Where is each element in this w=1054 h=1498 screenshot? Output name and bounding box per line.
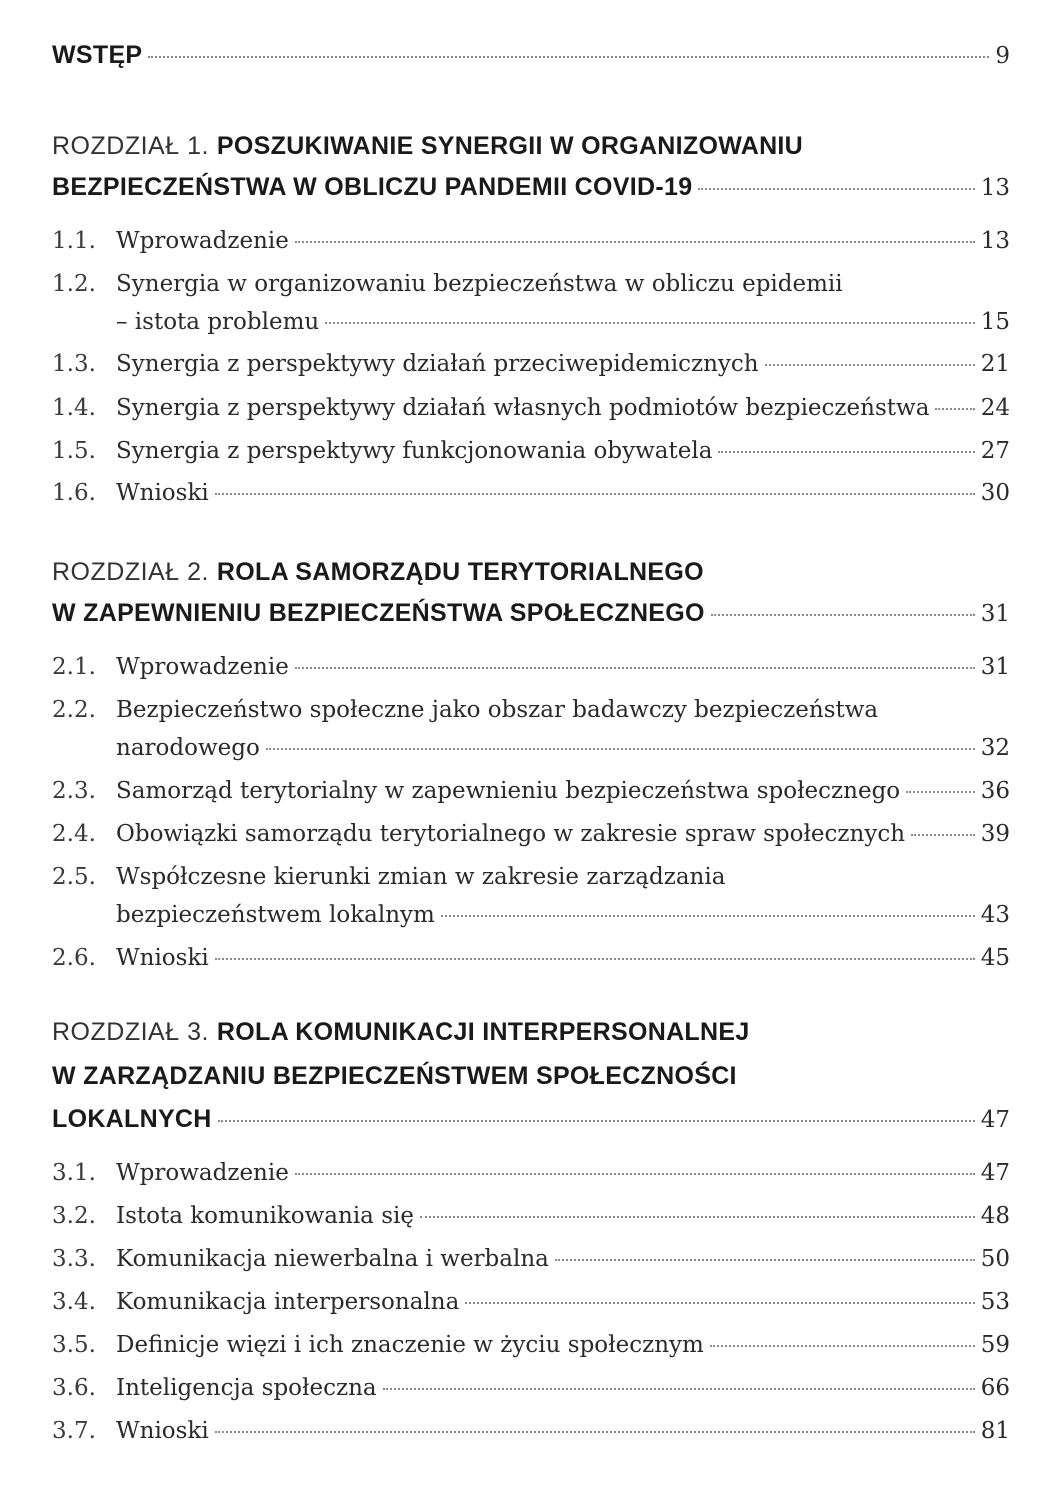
toc-section-entry[interactable]: [52, 1240, 1010, 1278]
dot-leader: [215, 492, 975, 495]
page-number: 36: [980, 778, 1010, 804]
dot-leader: [935, 407, 974, 410]
dot-leader: [295, 666, 975, 669]
toc-section-entry[interactable]: [52, 1283, 1010, 1321]
toc-section-entry[interactable]: [52, 1326, 1010, 1364]
section-title: Wprowadzenie: [116, 1160, 289, 1186]
chapter-title: ROLA SAMORZĄDU TERYTORIALNEGO: [216, 558, 704, 586]
dot-leader: [420, 1215, 975, 1218]
chapter-2-heading-line1[interactable]: [52, 553, 1010, 591]
toc-section-entry[interactable]: [52, 1369, 1010, 1407]
toc-section-continuation[interactable]: [52, 729, 1010, 767]
chapter-label: ROZDZIAŁ 1.: [52, 132, 209, 160]
dot-leader: [711, 613, 975, 616]
toc-section-continuation[interactable]: [52, 303, 1010, 341]
toc-section-entry[interactable]: [52, 648, 1010, 686]
section-title: Komunikacja niewerbalna i werbalna: [116, 1246, 549, 1272]
page-number: 9: [995, 43, 1010, 69]
section-title: Wnioski: [116, 945, 209, 971]
page-number: 13: [980, 228, 1010, 254]
toc-section-continuation[interactable]: [52, 896, 1010, 934]
page-number: 31: [980, 654, 1010, 680]
section-title: Synergia w organizowaniu bezpieczeństwa w obliczu epidemii: [116, 271, 843, 297]
chapter-3-heading-line1[interactable]: [52, 1013, 1010, 1051]
dot-leader: [325, 321, 975, 324]
chapter-label: ROZDZIAŁ 2.: [52, 558, 209, 586]
page-number: 43: [980, 902, 1010, 928]
dot-leader: [710, 1344, 975, 1347]
chapter-3-heading-line2[interactable]: [52, 1057, 1010, 1095]
toc-section-entry[interactable]: [52, 474, 1010, 512]
page-number: 39: [980, 821, 1010, 847]
toc-section-entry[interactable]: [52, 222, 1010, 260]
section-number: 1.5.: [52, 438, 96, 464]
toc-section-entry[interactable]: [52, 345, 1010, 383]
section-title: Definicje więzi i ich znaczenie w życiu społecznym: [116, 1332, 704, 1358]
section-number: 2.5.: [52, 864, 96, 890]
dot-leader: [148, 55, 989, 58]
chapter-1-heading-line1[interactable]: [52, 127, 1010, 165]
dot-leader: [555, 1258, 975, 1261]
page-number: 50: [980, 1246, 1010, 1272]
page-number: 27: [980, 438, 1010, 464]
chapter-title: LOKALNYCH: [52, 1105, 212, 1133]
section-title: Wnioski: [116, 1418, 209, 1444]
toc-section-entry[interactable]: [52, 1412, 1010, 1450]
toc-section-entry[interactable]: [52, 389, 1010, 427]
toc-section-entry[interactable]: [52, 265, 1010, 303]
chapter-label: ROZDZIAŁ 3.: [52, 1018, 209, 1046]
section-title: Synergia z perspektywy działań własnych podmiotów bezpieczeństwa: [116, 395, 930, 421]
dot-leader: [295, 240, 975, 243]
dot-leader: [441, 914, 975, 917]
dot-leader: [765, 363, 975, 366]
dot-leader: [215, 1430, 975, 1433]
chapter-3-heading-line3[interactable]: [52, 1100, 1010, 1139]
page-number: 48: [980, 1203, 1010, 1229]
dot-leader: [218, 1119, 975, 1122]
toc-section-entry[interactable]: [52, 1154, 1010, 1192]
chapter-title: W ZAPEWNIENIU BEZPIECZEŃSTWA SPOŁECZNEGO: [52, 599, 705, 627]
page-number: 31: [980, 601, 1010, 627]
page-number: 15: [980, 309, 1010, 335]
section-number: 3.4.: [52, 1289, 96, 1315]
dot-leader: [698, 187, 974, 190]
section-number: 1.2.: [52, 271, 96, 297]
page-number: 45: [980, 945, 1010, 971]
toc-section-entry[interactable]: [52, 858, 1010, 896]
section-title-continued: narodowego: [116, 735, 260, 761]
chapter-title: ROLA KOMUNIKACJI INTERPERSONALNEJ: [216, 1018, 750, 1046]
section-title: Inteligencja społeczna: [116, 1375, 377, 1401]
page-number: 30: [980, 480, 1010, 506]
section-title: Synergia z perspektywy działań przeciwepidemicznych: [116, 351, 759, 377]
dot-leader: [295, 1172, 975, 1175]
section-title: Wprowadzenie: [116, 228, 289, 254]
chapter-2-heading-line2[interactable]: [52, 594, 1010, 633]
page-number: 53: [980, 1289, 1010, 1315]
section-number: 2.6.: [52, 945, 96, 971]
section-number: 1.3.: [52, 351, 96, 377]
dot-leader: [266, 747, 975, 750]
section-title: Samorząd terytorialny w zapewnieniu bezpieczeństwa społecznego: [116, 778, 901, 804]
section-number: 1.4.: [52, 395, 96, 421]
section-title: Bezpieczeństwo społeczne jako obszar badawczy bezpieczeństwa: [116, 697, 879, 723]
section-number: 3.5.: [52, 1332, 96, 1358]
section-number: 2.1.: [52, 654, 96, 680]
dot-leader: [911, 833, 975, 836]
toc-section-entry[interactable]: [52, 691, 1010, 729]
page-number: 32: [980, 735, 1010, 761]
section-number: 1.6.: [52, 480, 96, 506]
chapter-title: W ZARZĄDZANIU BEZPIECZEŃSTWEM SPOŁECZNOŚCI: [52, 1062, 737, 1090]
dot-leader: [383, 1387, 975, 1390]
toc-intro-entry[interactable]: [52, 36, 1010, 75]
toc-section-entry[interactable]: [52, 1197, 1010, 1235]
section-number: 3.7.: [52, 1418, 96, 1444]
dot-leader: [718, 450, 974, 453]
dot-leader: [906, 790, 975, 793]
section-number: 2.4.: [52, 821, 96, 847]
page-number: 47: [980, 1107, 1010, 1133]
section-title: Komunikacja interpersonalna: [116, 1289, 460, 1315]
page-number: 13: [980, 175, 1010, 201]
page-number: 81: [980, 1418, 1010, 1444]
page-number: 21: [980, 351, 1010, 377]
section-number: 3.2.: [52, 1203, 96, 1229]
section-number: 2.2.: [52, 697, 96, 723]
toc-section-entry[interactable]: [52, 772, 1010, 810]
page-number: 47: [980, 1160, 1010, 1186]
section-title: Wprowadzenie: [116, 654, 289, 680]
intro-title: WSTĘP: [52, 41, 143, 69]
page-number: 66: [980, 1375, 1010, 1401]
dot-leader: [215, 957, 975, 960]
section-title-continued: bezpieczeństwem lokalnym: [116, 902, 435, 928]
section-number: 3.3.: [52, 1246, 96, 1272]
section-number: 2.3.: [52, 778, 96, 804]
dot-leader: [465, 1301, 974, 1304]
section-title-continued: – istota problemu: [116, 309, 320, 335]
toc-section-entry[interactable]: [52, 939, 1010, 977]
section-title: Synergia z perspektywy funkcjonowania obywatela: [116, 438, 713, 464]
toc-section-entry[interactable]: [52, 815, 1010, 853]
toc-section-entry[interactable]: [52, 432, 1010, 470]
section-number: 1.1.: [52, 228, 96, 254]
section-number: 3.1.: [52, 1160, 96, 1186]
chapter-title: POSZUKIWANIE SYNERGII W ORGANIZOWANIU: [216, 132, 804, 160]
chapter-1-heading-line2[interactable]: [52, 168, 1010, 207]
section-title: Wnioski: [116, 480, 209, 506]
section-title: Współczesne kierunki zmian w zakresie zarządzania: [116, 864, 726, 890]
page-number: 59: [980, 1332, 1010, 1358]
section-number: 3.6.: [52, 1375, 96, 1401]
chapter-title: BEZPIECZEŃSTWA W OBLICZU PANDEMII COVID-19: [52, 173, 693, 201]
section-title: Istota komunikowania się: [116, 1203, 414, 1229]
section-title: Obowiązki samorządu terytorialnego w zakresie spraw społecznych: [116, 821, 906, 847]
page-number: 24: [980, 395, 1010, 421]
